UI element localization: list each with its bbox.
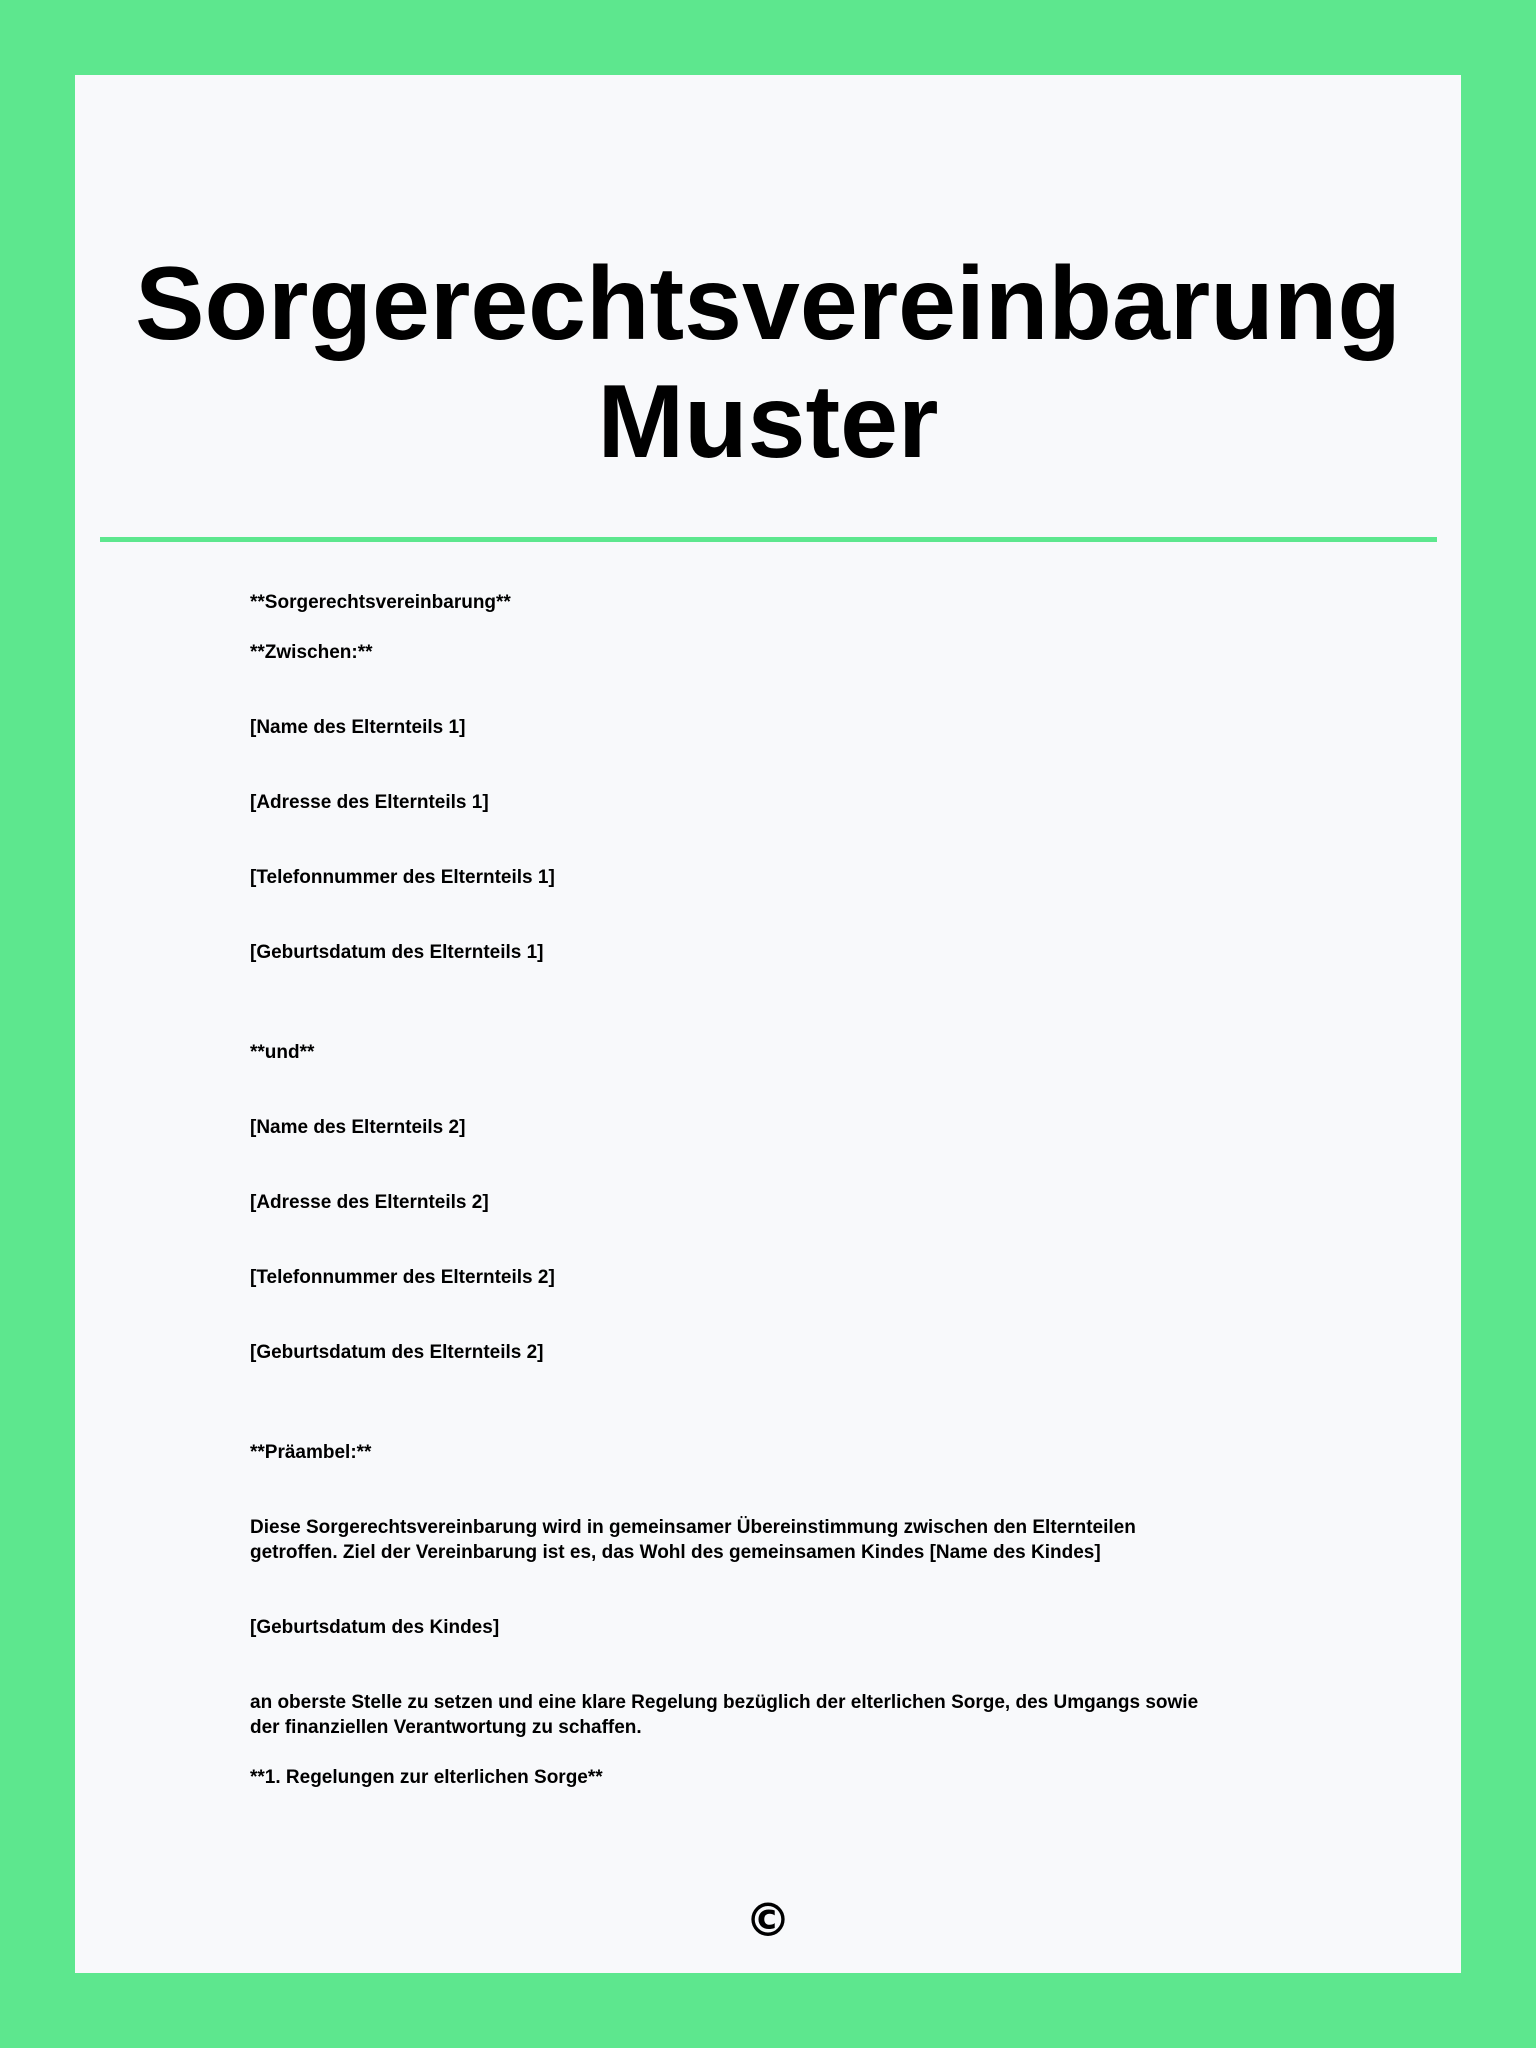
parent2-address: [Adresse des Elternteils 2]	[250, 1192, 489, 1213]
parent2-birthdate: [Geburtsdatum des Elternteils 2]	[250, 1342, 544, 1363]
preamble-text-line-1: Diese Sorgerechtsvereinbarung wird in gemeinsamer Übereinstimmung zwischen den Elternteilen	[250, 1517, 1136, 1538]
between-label: **Zwischen:**	[250, 642, 373, 663]
document-title	[75, 245, 1461, 481]
parent2-phone: [Telefonnummer des Elternteils 2]	[250, 1267, 555, 1288]
title-line-2: Muster	[597, 364, 939, 480]
agreement-heading: **Sorgerechtsvereinbarung**	[250, 592, 511, 613]
child-birthdate: [Geburtsdatum des Kindes]	[250, 1617, 500, 1638]
parent2-name: [Name des Elternteils 2]	[250, 1117, 466, 1138]
title-line-1: Sorgerechtsvereinbarung	[135, 246, 1401, 362]
copyright-icon: ©	[745, 1893, 791, 1947]
document-page	[75, 75, 1461, 1973]
parent1-address: [Adresse des Elternteils 1]	[250, 792, 489, 813]
closing-text-line-1: an oberste Stelle zu setzen und eine klare Regelung bezüglich der elterlichen Sorge, des Umgangs sowie	[250, 1692, 1199, 1713]
parent1-phone: [Telefonnummer des Elternteils 1]	[250, 867, 555, 888]
preamble-heading: **Präambel:**	[250, 1442, 372, 1463]
preamble-text-line-2: getroffen. Ziel der Vereinbarung ist es, das Wohl des gemeinsamen Kindes [Name des Kindes]	[250, 1542, 1101, 1563]
closing-text-line-2: der finanziellen Verantwortung zu schaffen.	[250, 1717, 642, 1738]
section-1-heading: **1. Regelungen zur elterlichen Sorge**	[250, 1767, 603, 1788]
title-divider	[100, 537, 1437, 542]
and-label: **und**	[250, 1042, 315, 1063]
parent1-name: [Name des Elternteils 1]	[250, 717, 466, 738]
parent1-birthdate: [Geburtsdatum des Elternteils 1]	[250, 942, 544, 963]
